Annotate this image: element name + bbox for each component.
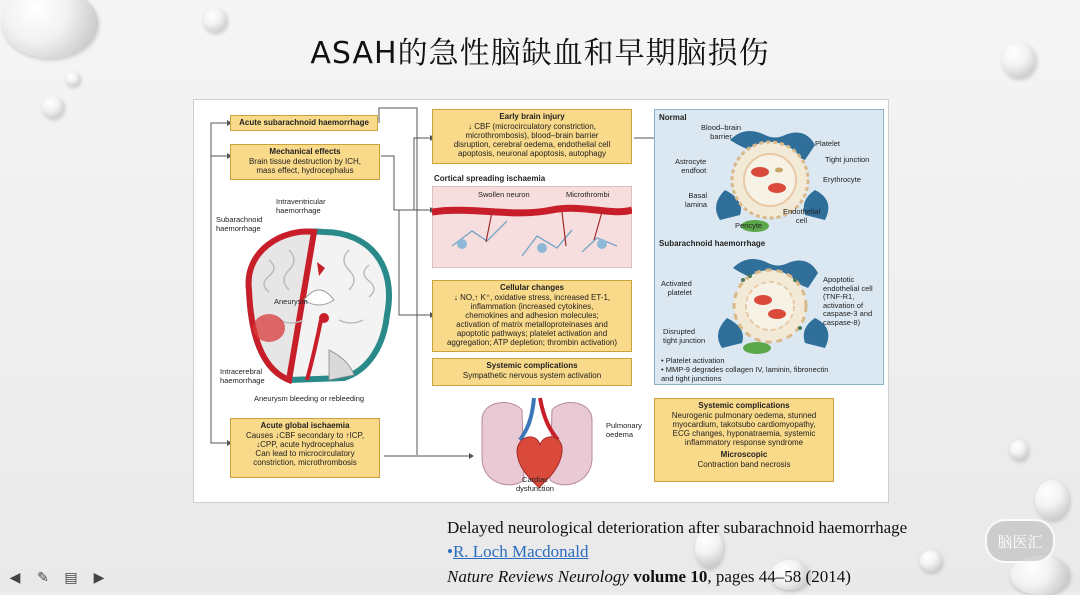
mechanical-effects-title: Mechanical effects — [269, 147, 341, 156]
sah-title: Subarachnoid haemorrhage — [659, 239, 766, 248]
bleeding-label: Aneurysm bleeding or rebleeding — [254, 394, 365, 403]
systemic-complications-right-box — [654, 398, 834, 482]
swollen-neuron-label: Swollen neuron — [478, 190, 530, 199]
water-drop-decoration — [66, 72, 80, 86]
systemic-right-body: Neurogenic pulmonary oedema, stunned myocardium, takotsubo cardiomyopathy, ECG changes, hyponatraemia, systemic inflammatory response syndrome — [671, 411, 817, 447]
acute-sah-title: Acute subarachnoid haemorrhage — [239, 118, 369, 127]
systemic-complications-left-box — [432, 358, 632, 386]
journal-pages: , pages 44–58 (2014) — [707, 567, 851, 586]
platelet-label: Platelet — [815, 139, 841, 148]
water-drop-decoration — [1035, 480, 1069, 520]
pathophysiology-figure — [193, 99, 889, 503]
systemic-left-body: Sympathetic nervous system activation — [462, 371, 602, 380]
cellular-changes-box — [432, 280, 632, 352]
water-drop-decoration — [920, 550, 942, 572]
cortical-ischaemia-title: Cortical spreading ischaemia — [434, 174, 546, 183]
citation-author-link[interactable]: R. Loch Macdonald — [452, 542, 589, 561]
cardiac-dysfunction-label: Cardiac dysfunction — [516, 475, 554, 493]
journal-volume: volume 10 — [633, 567, 708, 586]
citation-bullet: • — [447, 542, 453, 561]
microscopic-body: Contraction band necrosis — [697, 460, 791, 469]
intracerebral-label: Intracerebral haemorrhage — [220, 367, 265, 385]
water-drop-decoration — [1010, 440, 1028, 460]
pen-icon[interactable]: ✎ — [37, 570, 49, 586]
astrocyte-label: Astrocyte endfoot — [675, 157, 707, 175]
pericyte-label: Pericyte — [735, 221, 763, 230]
citation-journal — [447, 567, 851, 587]
slideshow-toolbar — [6, 568, 108, 588]
bullet-item: • MMP-9 degrades collagen IV, laminin, fibronectin and tight junctions — [661, 365, 829, 383]
normal-title: Normal — [659, 113, 687, 122]
slide-title: ASAH的急性脑缺血和早期脑损伤 — [310, 36, 770, 71]
endothelial-label: Endothelial cell — [783, 207, 821, 225]
acute-global-body: Causes ↓CBF secondary to ↑ICP, ↓CPP, acute hydrocephalus Can lead to microcirculatory constriction, microthrombosis — [245, 431, 365, 467]
pulmonary-oedema-label: Pulmonary oedema — [606, 421, 642, 439]
water-drop-decoration — [42, 96, 64, 118]
subarachnoid-label: Subarachnoid haemorrhage — [216, 215, 263, 233]
microscopic-title: Microscopic — [720, 450, 768, 459]
early-injury-body: ↓ CBF (microcirculatory constriction, microthrombosis), blood–brain barrier disruption, cerebral oedema, endothelial cell apoptosis, neuronal apoptosis, autophagy — [453, 122, 611, 158]
mechanical-effects-body: Brain tissue destruction by ICH, mass effect, hydrocephalus — [248, 157, 362, 175]
intraventricular-label: Intraventricular haemorrhage — [276, 197, 326, 215]
bbb-bullets — [661, 356, 828, 383]
basal-lamina-label: Basal lamina — [685, 191, 708, 209]
bbb-panel — [654, 109, 884, 385]
activated-platelet-label: Activated platelet — [661, 279, 692, 297]
bbb-label: Blood–brain barrier — [701, 123, 742, 141]
cellular-changes-title: Cellular changes — [499, 283, 565, 292]
acute-global-title: Acute global ischaemia — [260, 421, 350, 430]
bullet-item: • Platelet activation — [661, 356, 725, 365]
brain-illustration — [229, 220, 399, 390]
disrupted-tj-label: Disrupted tight junction — [663, 327, 706, 345]
arrow-left-icon[interactable]: ◀ — [9, 570, 21, 586]
microthrombi-label: Microthrombi — [566, 190, 610, 199]
arrow-right-icon[interactable]: ▶ — [93, 570, 105, 586]
systemic-left-title: Systemic complications — [486, 361, 578, 370]
citation-title: Delayed neurological deterioration after subarachnoid haemorrhage — [447, 518, 908, 537]
erythrocyte-label: Erythrocyte — [823, 175, 861, 184]
citation-author[interactable] — [447, 542, 588, 562]
mechanical-effects-box — [230, 144, 380, 180]
acute-sah-box — [230, 115, 378, 131]
watermark-logo: 脑医汇 — [985, 519, 1055, 563]
early-brain-injury-box — [432, 109, 632, 164]
tight-junction-label: Tight junction — [825, 155, 870, 164]
slides-icon[interactable]: ▤ — [64, 570, 78, 586]
aneurysm-label: Aneurysm — [274, 297, 308, 306]
apoptotic-cell-label: Apoptotic endothelial cell (TNF-R1, activation of caspase-3 and caspase-8) — [823, 275, 873, 327]
cellular-changes-body: ↓ NO,↑ K⁺, oxidative stress, increased ET-1, inflammation (increased cytokines, chemokines and adhesion molecules; activation of matrix metalloproteinases and apoptotic pathways; platelet activation and aggregation; ATP depletion; thrombin activation) — [446, 293, 618, 347]
acute-global-ischaemia-box — [230, 418, 380, 478]
journal-name: Nature Reviews Neurology — [447, 567, 629, 586]
early-injury-title: Early brain injury — [499, 112, 565, 121]
systemic-right-title: Systemic complications — [698, 401, 790, 410]
